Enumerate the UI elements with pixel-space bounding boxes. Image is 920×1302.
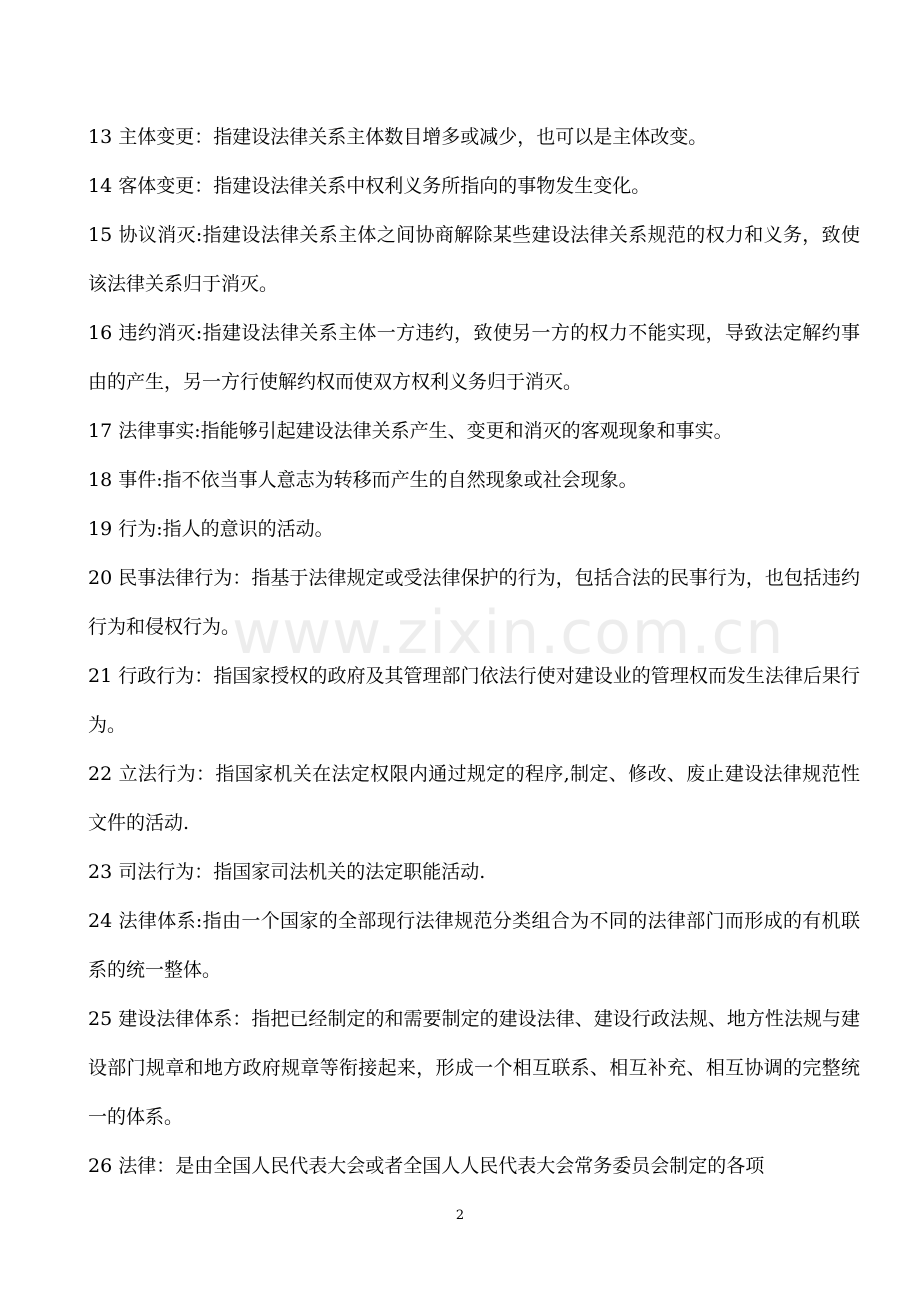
definition-23: 23 司法行为：指国家司法机关的法定职能活动. — [88, 861, 486, 883]
definition-18: 18 事件:指不依当事人意志为转移而产生的自然现象或社会现象。 — [88, 469, 638, 491]
document-body — [88, 113, 860, 1191]
definition-26: 26 法律：是由全国人民代表大会或者全国人人民代表大会常务委员会制定的各项 — [88, 1155, 765, 1177]
definition-13: 13 主体变更：指建设法律关系主体数目增多或减少，也可以是主体改变。 — [88, 126, 708, 148]
definition-16: 16 违约消灭:指建设法律关系主体一方违约，致使另一方的权力不能实现，导致法定解约事由的产生，另一方行使解约权而使双方权利义务归于消灭。 — [88, 322, 860, 393]
page-number: 2 — [455, 1208, 465, 1223]
definition-14: 14 客体变更：指建设法律关系中权利义务所指向的事物发生变化。 — [88, 175, 651, 197]
definition-19: 19 行为:指人的意识的活动。 — [88, 518, 334, 540]
definition-20: 20 民事法律行为：指基于法律规定或受法律保护的行为，包括合法的民事行为，也包括违约行为和侵权行为。 — [88, 567, 860, 638]
definition-21: 21 行政行为：指国家授权的政府及其管理部门依法行使对建设业的管理权而发生法律后果行为。 — [88, 665, 860, 736]
definition-25: 25 建设法律体系：指把已经制定的和需要制定的建设法律、建设行政法规、地方性法规与建设部门规章和地方政府规章等衔接起来，形成一个相互联系、相互补充、相互协调的完整统一的体系。 — [88, 1008, 860, 1128]
definition-17: 17 法律事实:指能够引起建设法律关系产生、变更和消灭的客观现象和事实。 — [88, 420, 733, 442]
definition-15: 15 协议消灭:指建设法律关系主体之间协商解除某些建设法律关系规范的权力和义务，致使该法律关系归于消灭。 — [88, 224, 860, 295]
watermark: www.zixin.com.cn — [232, 598, 785, 668]
definition-24: 24 法律体系:指由一个国家的全部现行法律规范分类组合为不同的法律部门而形成的有机联系的统一整体。 — [88, 910, 860, 981]
definition-22: 22 立法行为：指国家机关在法定权限内通过规定的程序,制定、修改、废止建设法律规范性文件的活动. — [88, 763, 860, 834]
